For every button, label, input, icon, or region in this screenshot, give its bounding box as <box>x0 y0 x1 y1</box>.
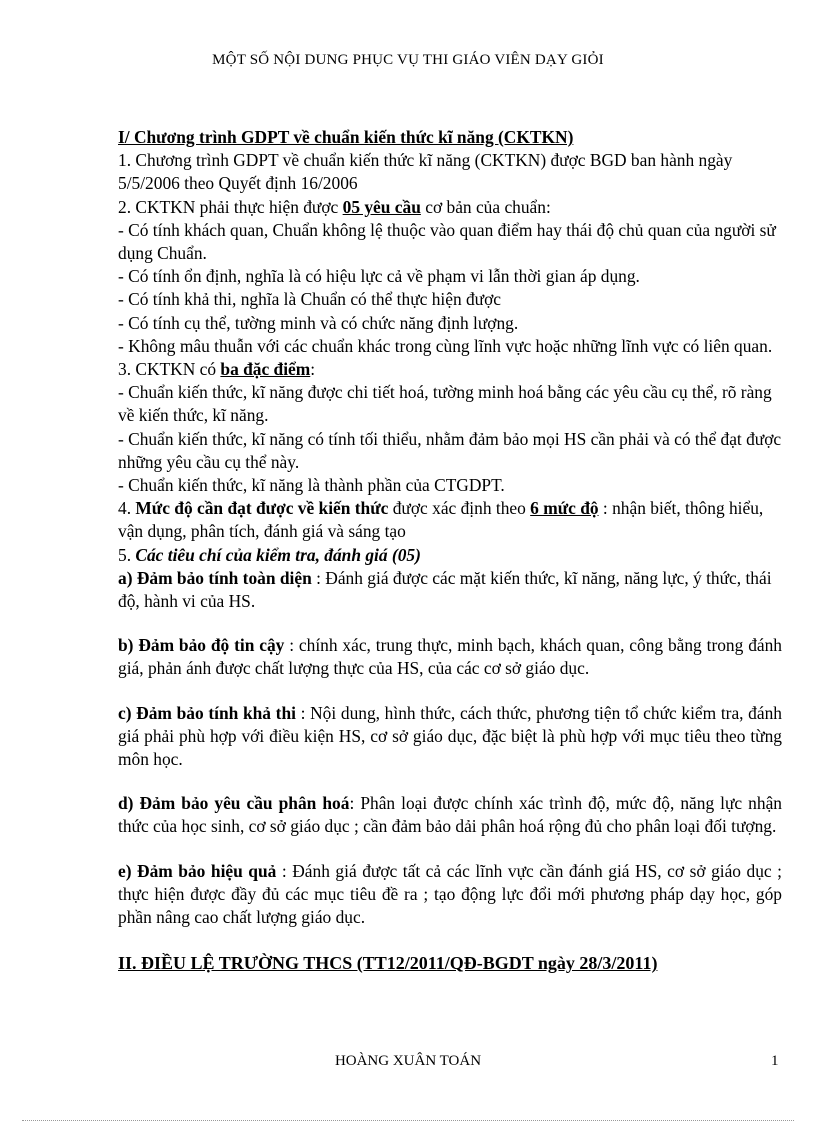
criterion-c-label: c) Đảm bảo tính khả thi <box>118 702 296 723</box>
feature-item: - Chuẩn kiến thức, kĩ năng là thành phần của CTGDPT. <box>118 475 505 496</box>
item-3 <box>118 358 782 381</box>
item-4 <box>118 497 782 543</box>
item-2-emphasis: 05 yêu cầu <box>342 196 421 217</box>
item-5 <box>118 544 782 567</box>
item-4-num: 4. <box>118 498 136 519</box>
criterion-b-text: : chính xác, trung thực, minh bạch, khách quan, công bằng trong đánh giá, phản ánh được chất lượng thực của HS, của các cơ sở giáo dục. <box>118 635 782 679</box>
page-header: MỘT SỐ NỘI DUNG PHỤC VỤ THI GIÁO VIÊN DẠY GIỎI <box>212 52 604 68</box>
criterion-e-text: : Đánh giá được tất cả các lĩnh vực cần đánh giá HS, cơ sở giáo dục ; thực hiện được đầy đủ các mục tiêu đề ra ; tạo động lực đổi mới phương pháp dạy học, góp phần nâng cao chất lượng giáo dục. <box>118 860 783 928</box>
criterion-c <box>118 702 782 772</box>
section-2-title: II. ĐIỀU LỆ TRƯỜNG THCS (TT12/2011/QĐ-BGDT ngày 28/3/2011) <box>118 953 658 974</box>
criterion-a <box>118 567 782 613</box>
criterion-c-text: : Nội dung, hình thức, cách thức, phương tiện tổ chức kiểm tra, đánh giá phải phù hợp với điều kiện HS, cơ sở giáo dục, đặc biệt là phù hợp với mục tiêu theo từng môn học. <box>118 702 782 770</box>
criterion-d <box>118 792 782 838</box>
criterion-a-label: a) Đảm bảo tính toàn diện <box>118 567 312 588</box>
page-number: 1 <box>771 1053 779 1069</box>
item-2 <box>118 196 782 219</box>
criterion-d-text: : Phân loại được chính xác trình độ, mức độ, năng lực nhận thức của học sinh, cơ sở giáo dục ; cần đảm bảo dải phân hoá rộng đủ cho phân loại đối tượng. <box>118 793 782 837</box>
feature-item: - Chuẩn kiến thức, kĩ năng được chi tiết hoá, tường minh hoá bằng các yêu cầu cụ thể, rõ ràng về kiến thức, kĩ năng. <box>118 382 772 426</box>
item-4-post: : nhận biết, thông hiểu, vận dụng, phân tích, đánh giá và sáng tạo <box>118 498 764 542</box>
page-break-divider <box>22 1120 794 1121</box>
item-3-emphasis: ba đặc điểm <box>220 359 311 380</box>
criterion-d-label: d) Đảm bảo yêu cầu phân hoá <box>118 793 350 814</box>
item-4-bold: Mức độ cần đạt được về kiến thức <box>135 498 389 519</box>
criterion-b <box>118 634 782 680</box>
requirement-item: - Không mâu thuẫn với các chuẩn khác trong cùng lĩnh vực hoặc những lĩnh vực có liên quan. <box>118 335 773 356</box>
criterion-e-label: e) Đảm bảo hiệu quả <box>118 860 277 881</box>
item-4-emphasis: 6 mức độ <box>530 498 599 519</box>
requirement-item: - Có tính cụ thể, tường minh và có chức năng định lượng. <box>118 312 519 333</box>
requirement-item: - Có tính khả thi, nghĩa là Chuẩn có thể thực hiện được <box>118 289 502 310</box>
item-5-num: 5. <box>118 544 136 565</box>
item-2-pre: 2. CKTKN phải thực hiện được <box>118 196 343 217</box>
criterion-b-label: b) Đảm bảo độ tin cậy <box>118 635 285 656</box>
item-4-mid: được xác định theo <box>388 498 531 519</box>
document-body <box>118 126 782 976</box>
footer-author: HOÀNG XUÂN TOÁN <box>334 1053 482 1069</box>
section-1-title: I/ Chương trình GDPT về chuẩn kiến thức kĩ năng (CKTKN) <box>118 127 574 147</box>
item-3-pre: 3. CKTKN có <box>118 359 221 380</box>
feature-item: - Chuẩn kiến thức, kĩ năng có tính tối thiểu, nhằm đảm bảo mọi HS cần phải và có thể đạt được những yêu cầu cụ thể này. <box>118 428 782 472</box>
criterion-e <box>118 860 782 930</box>
item-5-title: Các tiêu chí của kiểm tra, đánh giá (05) <box>135 544 421 565</box>
requirement-item: - Có tính ổn định, nghĩa là có hiệu lực cả về phạm vi lẫn thời gian áp dụng. <box>118 266 640 287</box>
item-1: 1. Chương trình GDPT về chuẩn kiến thức kĩ năng (CKTKN) được BGD ban hành ngày 5/5/2006 theo Quyết định 16/2006 <box>118 150 733 194</box>
requirement-item: - Có tính khách quan, Chuẩn không lệ thuộc vào quan điểm hay thái độ chủ quan của người sử dụng Chuẩn. <box>118 219 776 264</box>
item-2-post: cơ bản của chuẩn: <box>420 196 551 217</box>
criterion-a-text: : Đánh giá được các mặt kiến thức, kĩ năng, năng lực, ý thức, thái độ, hành vi của HS. <box>118 567 772 612</box>
item-3-post: : <box>310 359 316 380</box>
